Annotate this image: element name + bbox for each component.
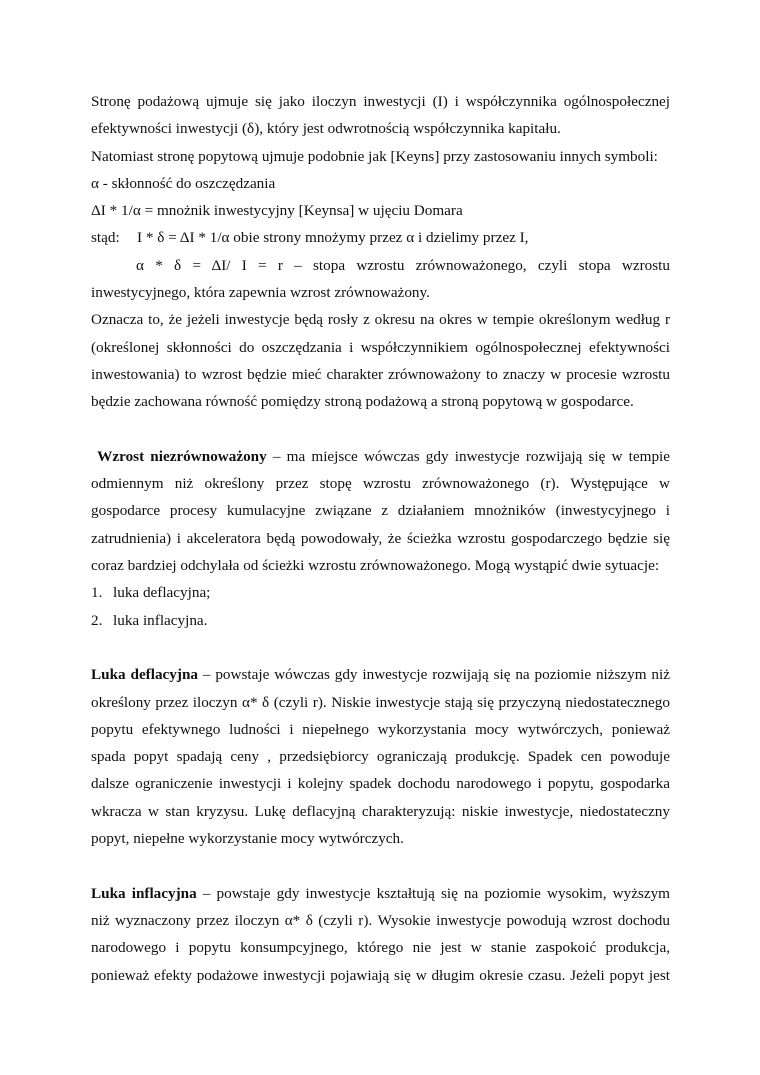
line-text: inwestowania) to wzrost będzie mieć charakter zrównoważony to znaczy w procesie wzrostu (91, 365, 670, 383)
blank-line (91, 416, 670, 443)
text-line (91, 306, 670, 333)
text-line (91, 661, 670, 688)
text-line (91, 907, 670, 934)
bold-term: Luka deflacyjna (91, 666, 198, 684)
text-line (91, 798, 670, 825)
line-text: coraz bardziej odchylała od ścieżki wzrostu zrównoważonego. Mogą wystąpić dwie sytuacje: (91, 557, 660, 575)
list-number: 1. (91, 584, 103, 602)
list-item (91, 579, 670, 606)
text-line (91, 443, 670, 470)
text-line (91, 770, 670, 797)
line-text: Oznacza to, że jeżeli inwestycje będą rosły z okresu na okres w tempie określonym według r (91, 311, 670, 329)
line-text: spada popyt spadają ceny , przedsiębiorcy ograniczają produkcję. Spadek cen powoduje (91, 748, 670, 766)
document-page (91, 88, 670, 989)
line-lead: stąd: (91, 229, 120, 247)
text-line (91, 279, 670, 306)
text-line (91, 224, 670, 251)
line-text: niż wyznaczony przez iloczyn α* δ (czyli r). Wysokie inwestycje powodują wzrost dochodu (91, 911, 670, 929)
line-text: gospodarce procesy kumulacyjne związane z działaniem mnożników (inwestycyjnego i (91, 502, 670, 520)
text-line (91, 115, 670, 142)
text-line (91, 525, 670, 552)
bold-term: Wzrost niezrównoważony (91, 447, 267, 465)
line-text: I * δ = ΔI * 1/α obie strony mnożymy przez α i dzielimy przez I, (137, 229, 529, 247)
text-line (91, 552, 670, 579)
line-text: – ma miejsce wówczas gdy inwestycje rozwijają się w tempie (266, 447, 670, 465)
text-line (91, 252, 670, 279)
line-text: Natomiast stronę popytową ujmuje podobnie jak [Keyns] przy zastosowaniu innych symboli: (91, 147, 658, 165)
line-text: odmiennym niż określony przez stopę wzrostu zrównoważonego (r). Występujące w (91, 475, 670, 493)
line-text: określony przez iloczyn α* δ (czyli r). Niskie inwestycje stają się przyczyną niedostatecznego (91, 693, 670, 711)
line-text: ponieważ efekty podażowe inwestycji pojawiają się w długim okresie czasu. Jeżeli popyt jest (91, 966, 670, 984)
line-text: α * δ = ΔI/ I = r – stopa wzrostu zrównoważonego, czyli stopa wzrostu (136, 256, 670, 274)
line-text: – powstaje wówczas gdy inwestycje rozwijają się na poziomie niższym niż (197, 666, 670, 684)
blank-line (91, 634, 670, 661)
text-line (91, 361, 670, 388)
text-line (91, 170, 670, 197)
line-text: Stronę podażową ujmuje się jako iloczyn inwestycji (I) i współczynnika ogólnospołecznej (91, 93, 670, 110)
line-text: wkracza w stan kryzysu. Lukę deflacyjną charakteryzują: niskie inwestycje, niedostateczny (91, 802, 670, 820)
line-text: efektywności inwestycji (δ), który jest odwrotnością współczynnika kapitału. (91, 120, 561, 138)
blank-line (91, 852, 670, 879)
line-text: α - skłonność do oszczędzania (91, 174, 276, 192)
text-line (91, 934, 670, 961)
line-text: inwestycyjnego, która zapewnia wzrost zrównoważony. (91, 284, 430, 302)
line-text: luka inflacyjna. (113, 611, 208, 629)
line-text: popyt, niepełne wykorzystanie mocy wytwórczych. (91, 830, 404, 848)
line-text: będzie zachowana równość pomiędzy stroną podażową a stroną popytową w gospodarce. (91, 393, 634, 411)
list-number: 2. (91, 611, 103, 629)
line-text: zatrudnienia) i akceleratora będą powodowały, że ścieżka wzrostu gospodarczego będzie się (91, 529, 670, 547)
text-line (91, 197, 670, 224)
text-line (91, 470, 670, 497)
line-text: narodowego i popytu konsumpcyjnego, którego nie jest w stanie zaspokoić produkcja, (91, 939, 670, 957)
text-line (91, 962, 670, 989)
text-line (91, 716, 670, 743)
line-text: dalsze ograniczenie inwestycji i kolejny spadek dochodu narodowego i popytu, gospodarka (91, 775, 670, 793)
list-item (91, 607, 670, 634)
text-line (91, 689, 670, 716)
line-text: luka deflacyjna; (113, 584, 211, 602)
bold-term: Luka inflacyjna (91, 884, 197, 902)
text-line (91, 743, 670, 770)
text-line (91, 388, 670, 415)
line-text: popytu efektywnego ludności i niepełnego wykorzystania mocy wytwórczych, ponieważ (91, 720, 670, 738)
line-text: (określonej skłonności do oszczędzania i współczynnikiem ogólnospołecznej efektywności (91, 338, 670, 356)
text-line (91, 334, 670, 361)
line-text: – powstaje gdy inwestycje kształtują się na poziomie wysokim, wyższym (196, 884, 670, 902)
text-line (91, 143, 670, 170)
text-line (91, 88, 670, 115)
text-line (91, 880, 670, 907)
line-text: ΔI * 1/α = mnożnik inwestycyjny [Keynsa] w ujęciu Domara (91, 202, 463, 220)
text-line (91, 825, 670, 852)
text-line (91, 497, 670, 524)
